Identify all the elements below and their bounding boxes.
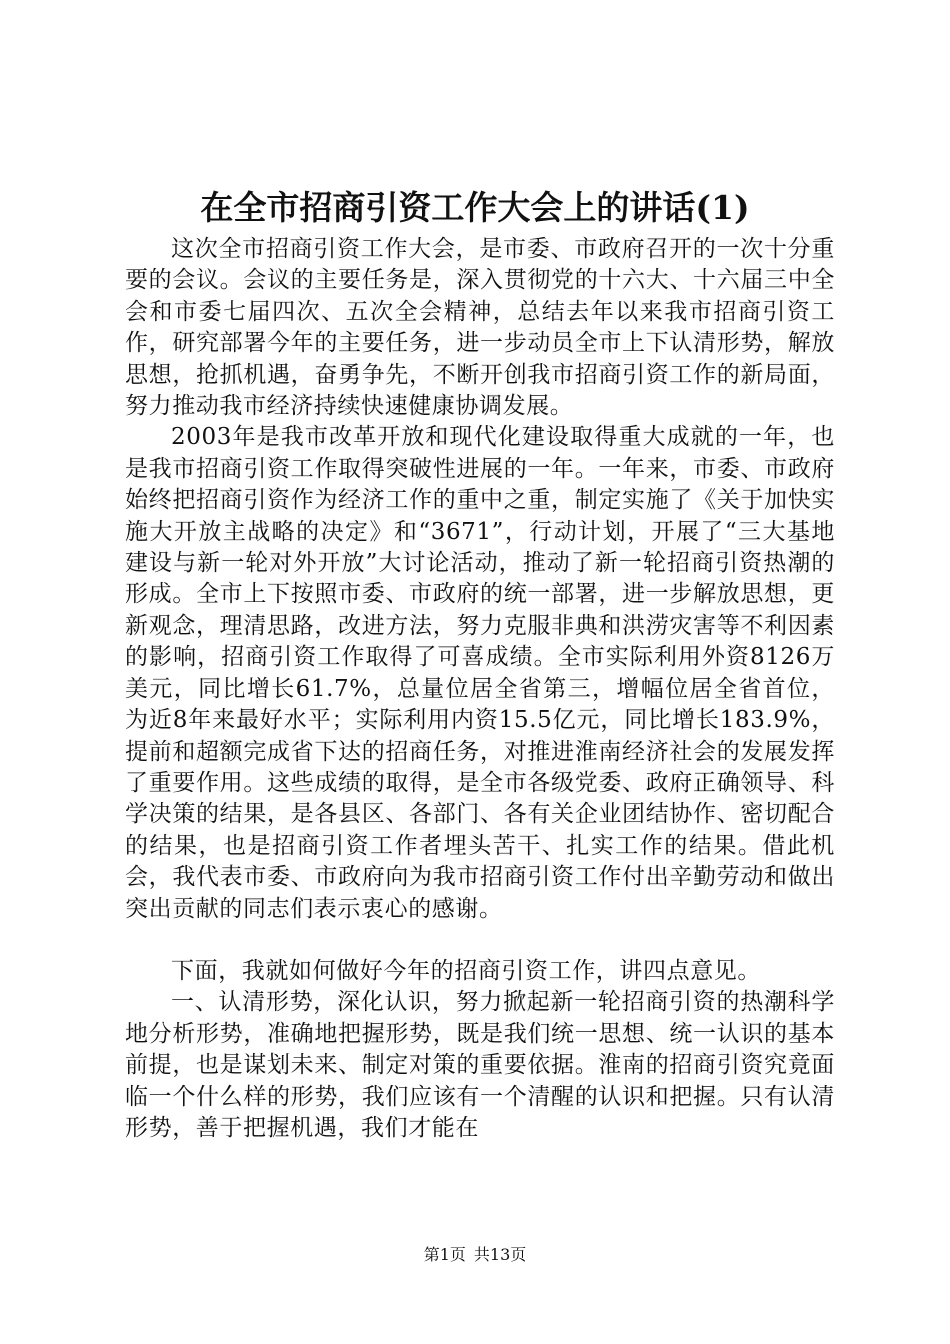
paragraph-section-one: 一、认清形势，深化认识，努力掀起新一轮招商引资的热潮科学地分析形势，准确地把握形势，既是我们统一思想、统一认识的基本前提，也是谋划未来、制定对策的重要依据。淮南的招商引资究竟面临一个什么样的形势，我们应该有一个清醒的认识和把握。只有认清形势，善于把握机遇，我们才能在 bbox=[125, 989, 835, 1141]
page-number: 第1页 bbox=[423, 1245, 466, 1264]
paragraph-transition: 下面，我就如何做好今年的招商引资工作，讲四点意见。 bbox=[171, 957, 761, 984]
page-footer bbox=[0, 1245, 950, 1265]
page-total: 共13页 bbox=[473, 1245, 527, 1264]
document-title: 在全市招商引资工作大会上的讲话(1) bbox=[200, 188, 750, 227]
paragraph-achievements: 2003年是我市改革开放和现代化建设取得重大成就的一年，也是我市招商引资工作取得突破性进展的一年。一年来，市委、市政府始终把招商引资作为经济工作的重中之重，制定实施了《关于加快实施大开放主战略的决定》和“3671”，行动计划，开展了“三大基地建设与新一轮对外开放”大讨论活动，推动了新一轮招商引资热潮的形成。全市上下按照市委、市政府的统一部署，进一步解放思想，更新观念，理清思路，改进方法，努力克服非典和洪涝灾害等不利因素的影响，招商引资工作取得了可喜成绩。全市实际利用外资8126万美元，同比增长61.7%，总量位居全省第三，增幅位居全省首位，为近8年来最好水平；实际利用内资15.5亿元，同比增长183.9%，提前和超额完成省下达的招商任务，对推进淮南经济社会的发展发挥了重要作用。这些成绩的取得，是全市各级党委、政府正确领导、科学决策的结果，是各县区、各部门、各有关企业团结协作、密切配合的结果，也是招商引资工作者埋头苦干、扎实工作的结果。借此机会，我代表市委、市政府向为我市招商引资工作付出辛勤劳动和做出突出贡献的同志们表示衷心的感谢。 bbox=[125, 424, 835, 922]
document-body bbox=[125, 234, 835, 1144]
paragraph-intro: 这次全市招商引资工作大会，是市委、市政府召开的一次十分重要的会议。会议的主要任务是，深入贯彻党的十六大、十六届三中全会和市委七届四次、五次全会精神，总结去年以来我市招商引资工作，研究部署今年的主要任务，进一步动员全市上下认清形势，解放思想，抢抓机遇，奋勇争先，不断开创我市招商引资工作的新局面，努力推动我市经济持续快速健康协调发展。 bbox=[125, 236, 835, 420]
